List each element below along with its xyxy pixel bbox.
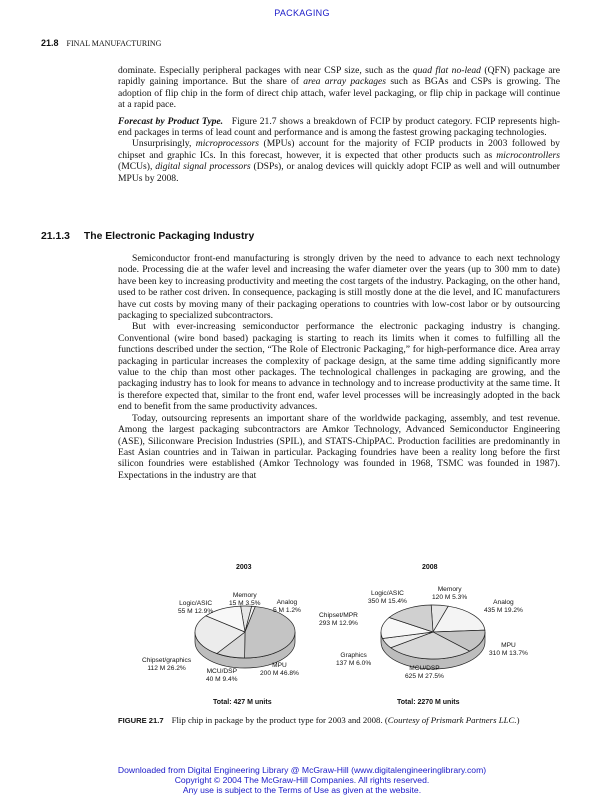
total-2008: Total: 2270 M units [397, 699, 460, 706]
total-2003: Total: 427 M units [213, 699, 272, 706]
paragraph: Unsurprisingly, microprocessors (MPUs) account for the majority of FCIP products in 2003 followed by chipset and graphic ICs. In this forecast, however, it is expected that other products such as microcontrollers (MCUs), digital signal processors (DSPs), or analog devices will quickly adopt FCIP as well and will outnumber MPUs by 2008. [118, 138, 560, 184]
chart-title-2003: 2003 [236, 564, 252, 571]
paragraph: But with ever-increasing semiconductor performance the electronic packaging industry is changing. Conventional (wire bond based) packaging is starting to reach its limits when it comes to fulfilling all the functions described under the section, “The Role of Electronic Packaging,” for high-performance dice. Area array packaging in particular increases the complexity of package design, at the same time adding significantly more value to the chip than most other packages. The technological challenges in packaging are growing, and the packaging industry has to look for means to advance in technology and to increase productivity at the same time. It is therefore expected that, similar to the front end, wafer level processes will be increasingly adopted in the back end to benefit from the same productivity advances. [118, 321, 560, 413]
label-2003-mcudsp: MCU/DSP 40 M 9.4% [206, 668, 238, 683]
label-2003-memory: Memory 15 M 3.5% [229, 592, 261, 607]
footer-copyright: Copyright © 2004 The McGraw-Hill Companies. All rights reserved. [174, 775, 430, 785]
label-2008-logic: Logic/ASIC 350 M 15.4% [368, 590, 407, 605]
footer-link-line[interactable]: Downloaded from Digital Engineering Library @ McGraw-Hill (www.digitalengineeringlibrary.com) [117, 765, 487, 775]
paragraph: Today, outsourcing represents an important share of the worldwide packaging, assembly, and test revenue. Among the largest packaging subcontractors are Amkor Technology, Advanced Semiconductor Engineering (ASE), Siliconware Precision Industries (SPIL), and STATS-ChipPAC. Production facilities are predominantly in East Asian countries and in Taiwan in particular. Packaging foundries have been a reality long before the first silicon foundries were established (Amkor Technology was founded in 1968, TSMC was founded in 1987). Expectations in the industry are that [118, 412, 560, 481]
paragraph: dominate. Especially peripheral packages with near CSP size, such as the quad flat no-lead (QFN) package are rapidly gaining importance. But the share of area array packages such as BGAs and CSPs is growing. The adoption of flip chip in the form of direct chip attach, wafer level packaging, or flip chip in package will continue at a rapid pace. [118, 65, 560, 111]
label-2008-graphics: Graphics 137 M 6.0% [336, 652, 372, 667]
label-2008-analog: Analog 435 M 19.2% [484, 599, 523, 614]
label-2003-mpu: MPU 200 M 46.8% [260, 662, 299, 677]
label-2008-chipset: Chipset/MPR 293 M 12.9% [319, 612, 358, 627]
label-2008-mcudsp: MCU/DSP 625 M 27.5% [405, 665, 444, 680]
download-footer [0, 765, 604, 795]
section-title: The Electronic Packaging Industry [83, 231, 255, 242]
footer-terms[interactable]: Any use is subject to the Terms of Use as given at the website. [182, 785, 422, 795]
figure-label: FIGURE 21.7 [118, 716, 164, 725]
paragraph: Semiconductor front-end manufacturing is strongly driven by the need to advance to each next technology node. Processing die at the wafer level and increasing the wafer diameter over the years (up to 300 mm to date) have been key to increasing productivity and meeting the cost targets of the industry. Packaging, on the other hand, used to be rather cost driven. In consequence, packaging is still mostly done at the die level, and IC manufacturers have cut costs by moving many of their packaging operations to countries with low-cost labor or by outsourcing packaging to specialized subcontractors. [118, 253, 560, 322]
label-2008-memory: Memory 120 M 5.3% [432, 586, 468, 601]
chart-title-2008: 2008 [422, 564, 438, 571]
page-number: 21.8 [41, 38, 59, 48]
section-number: 21.1.3 [41, 231, 70, 242]
pie-2008 [381, 605, 485, 669]
paragraph: Forecast by Product Type. Figure 21.7 shows a breakdown of FCIP by product category. FCIP represents high-end packages in terms of lead count and performance and is among the fastest growing packaging technologies. [118, 115, 560, 139]
page-header: PACKAGING [274, 8, 330, 18]
label-2003-analog: Analog 5 M 1.2% [273, 599, 301, 614]
run-in-heading: Forecast by Product Type. [118, 115, 224, 127]
label-2003-logic: Logic/ASIC 55 M 12.9% [178, 600, 214, 615]
label-2003-chipset: Chipset/graphics 112 M 26.2% [142, 657, 192, 672]
figure-caption: FIGURE 21.7 Flip chip in package by the product type for 2003 and 2008. (Courtesy of Prismark Partners LLC.) [118, 715, 520, 725]
label-2008-mpu: MPU 310 M 13.7% [489, 642, 528, 657]
chapter-title: FINAL MANUFACTURING [66, 39, 162, 48]
